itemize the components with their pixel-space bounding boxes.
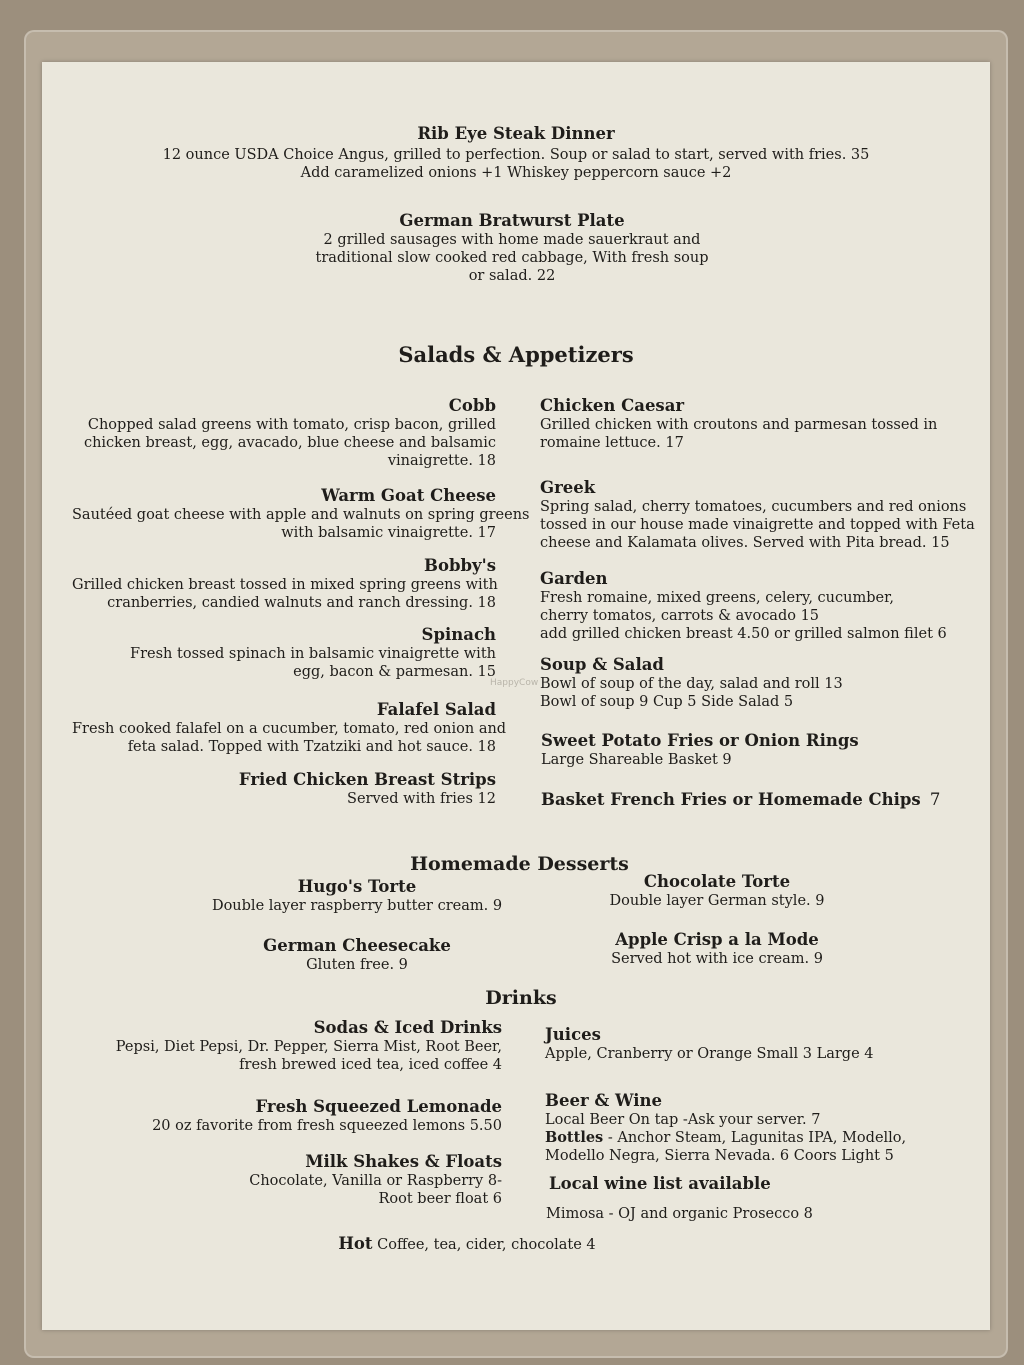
right-item-garden [540, 569, 970, 643]
item-title: Falafel Salad [376, 700, 496, 719]
item-desc: Root beer float 6 [378, 1191, 502, 1207]
item-desc: - Anchor Steam, Lagunitas IPA, Modello, [603, 1130, 907, 1146]
item-desc: Local Beer On tap -Ask your server. 7 [545, 1112, 821, 1128]
item-desc: Double layer raspberry butter cream. 9 [211, 898, 503, 914]
left-item-cobb [72, 396, 496, 470]
item-desc: with balsamic vinaigrette. 17 [281, 525, 496, 541]
rib-eye-addons: Add caramelized onions +1 Whiskey peppercorn sauce +2 [300, 165, 732, 181]
item-desc: 20 oz favorite from fresh squeezed lemons 5.50 [152, 1118, 502, 1134]
wine-list-note: Local wine list available [549, 1174, 771, 1193]
item-desc: Double layer German style. 9 [609, 893, 825, 909]
left-item-chicken-strips [72, 770, 496, 808]
item-title: Cobb [448, 396, 496, 415]
left-item-spinach [72, 625, 496, 681]
item-title: Apple Crisp a la Mode [615, 930, 819, 949]
hot-desc: Coffee, tea, cider, chocolate 4 [372, 1237, 596, 1253]
happycow-watermark: HappyCow [490, 678, 539, 688]
right-item-french-fries [541, 790, 971, 810]
desserts-heading: Homemade Desserts [410, 853, 629, 875]
item-title: Warm Goat Cheese [321, 486, 496, 505]
bottles-label: Bottles [545, 1129, 604, 1146]
item-desc: Fresh romaine, mixed greens, celery, cucumber, [540, 590, 895, 606]
item-desc: Apple, Cranberry or Orange Small 3 Large 4 [545, 1046, 874, 1062]
bratwurst-section [272, 211, 752, 285]
item-desc: Bowl of soup of the day, salad and roll 13 [540, 676, 843, 692]
item-desc: cranberries, candied walnuts and ranch dressing. 18 [107, 595, 496, 611]
item-desc: Bowl of soup 9 Cup 5 Side Salad 5 [540, 694, 794, 710]
bratwurst-title: German Bratwurst Plate [399, 211, 625, 230]
item-title: Hugo's Torte [297, 877, 417, 896]
item-title: Chocolate Torte [643, 872, 791, 891]
item-desc: Served hot with ice cream. 9 [611, 951, 823, 967]
rib-eye-title: Rib Eye Steak Dinner [417, 124, 615, 143]
item-desc: tossed in our house made vinaigrette and topped with Feta [540, 517, 975, 533]
item-title: Bobby's [424, 556, 496, 575]
item-desc: add grilled chicken breast 4.50 or grilled salmon filet 6 [540, 626, 947, 642]
item-desc: Fresh cooked falafel on a cucumber, tomato, red onion and [72, 721, 507, 737]
drink-juices [545, 1025, 975, 1063]
salads-heading: Salads & Appetizers [398, 342, 634, 367]
item-desc: Modello Negra, Sierra Nevada. 6 Coors Light 5 [545, 1148, 894, 1164]
right-item-chicken-caesar [540, 396, 970, 452]
item-desc: Fresh tossed spinach in balsamic vinaigrette with [130, 646, 496, 662]
bratwurst-desc-1: 2 grilled sausages with home made sauerkraut and [323, 232, 701, 248]
item-title: Spinach [421, 625, 496, 644]
item-desc: chicken breast, egg, avacado, blue cheese and balsamic [83, 435, 496, 451]
right-item-greek [540, 478, 975, 552]
drink-beer-wine [545, 1091, 975, 1165]
bratwurst-desc-2: traditional slow cooked red cabbage, With fresh soup [315, 250, 709, 266]
item-title: Fresh Squeezed Lemonade [255, 1097, 502, 1116]
item-desc: cherry tomatos, carrots & avocado 15 [540, 608, 820, 624]
dessert-apple-crisp [552, 930, 882, 968]
item-desc: Grilled chicken with croutons and parmesan tossed in [540, 417, 938, 433]
item-desc: Pepsi, Diet Pepsi, Dr. Pepper, Sierra Mist, Root Beer, [115, 1039, 502, 1055]
item-title: Chicken Caesar [540, 396, 685, 415]
drink-hot [242, 1234, 692, 1254]
item-title: Milk Shakes & Floats [305, 1152, 502, 1171]
dessert-german-cheesecake [192, 936, 522, 974]
hot-label: Hot [338, 1234, 373, 1253]
bratwurst-desc-3: or salad. 22 [468, 268, 556, 284]
rib-eye-desc: 12 ounce USDA Choice Angus, grilled to perfection. Soup or salad to start, served with fries. 35 [162, 147, 870, 163]
drink-sodas [82, 1018, 502, 1074]
item-desc: romaine lettuce. 17 [540, 435, 684, 451]
item-desc: Sautéed goat cheese with apple and walnuts on spring greens [72, 507, 530, 523]
item-desc: Served with fries 12 [347, 791, 496, 807]
item-title: Greek [540, 478, 596, 497]
item-title: Fried Chicken Breast Strips [238, 770, 496, 789]
menu-page [42, 62, 990, 1330]
item-title: Juices [545, 1025, 601, 1044]
left-item-falafel [72, 700, 507, 756]
drink-milkshakes [82, 1152, 502, 1208]
drinks-heading: Drinks [485, 987, 557, 1009]
item-desc: feta salad. Topped with Tzatziki and hot sauce. 18 [127, 739, 496, 755]
item-desc: vinaigrette. 18 [387, 453, 496, 469]
right-item-sweet-potato [541, 731, 971, 769]
item-desc: Grilled chicken breast tossed in mixed spring greens with [72, 577, 498, 593]
item-title: Soup & Salad [540, 655, 664, 674]
drink-mimosa: Mimosa - OJ and organic Prosecco 8 [546, 1206, 813, 1222]
rib-eye-section [42, 124, 990, 182]
drink-lemonade [82, 1097, 502, 1135]
item-title: Sodas & Iced Drinks [313, 1018, 502, 1037]
item-desc: Gluten free. 9 [306, 957, 408, 973]
item-price: 7 [929, 790, 941, 809]
dessert-hugos-torte [192, 877, 522, 915]
item-desc: Chocolate, Vanilla or Raspberry 8- [249, 1173, 502, 1189]
item-desc: fresh brewed iced tea, iced coffee 4 [239, 1057, 502, 1073]
left-item-warm-goat-cheese [72, 486, 530, 542]
left-item-bobbys [72, 556, 496, 612]
item-desc: Large Shareable Basket 9 [541, 752, 732, 768]
item-desc: Spring salad, cherry tomatoes, cucumbers and red onions [540, 499, 967, 515]
right-item-soup-salad [540, 655, 970, 711]
item-desc: cheese and Kalamata olives. Served with Pita bread. 15 [540, 535, 950, 551]
dessert-chocolate-torte [552, 872, 882, 910]
item-title: German Cheesecake [263, 936, 451, 955]
item-desc: Chopped salad greens with tomato, crisp bacon, grilled [87, 417, 496, 433]
item-title: Garden [540, 569, 608, 588]
item-desc: egg, bacon & parmesan. 15 [293, 664, 496, 680]
item-title: Basket French Fries or Homemade Chips [541, 790, 921, 809]
item-title: Sweet Potato Fries or Onion Rings [541, 731, 859, 750]
item-title: Beer & Wine [545, 1091, 663, 1110]
